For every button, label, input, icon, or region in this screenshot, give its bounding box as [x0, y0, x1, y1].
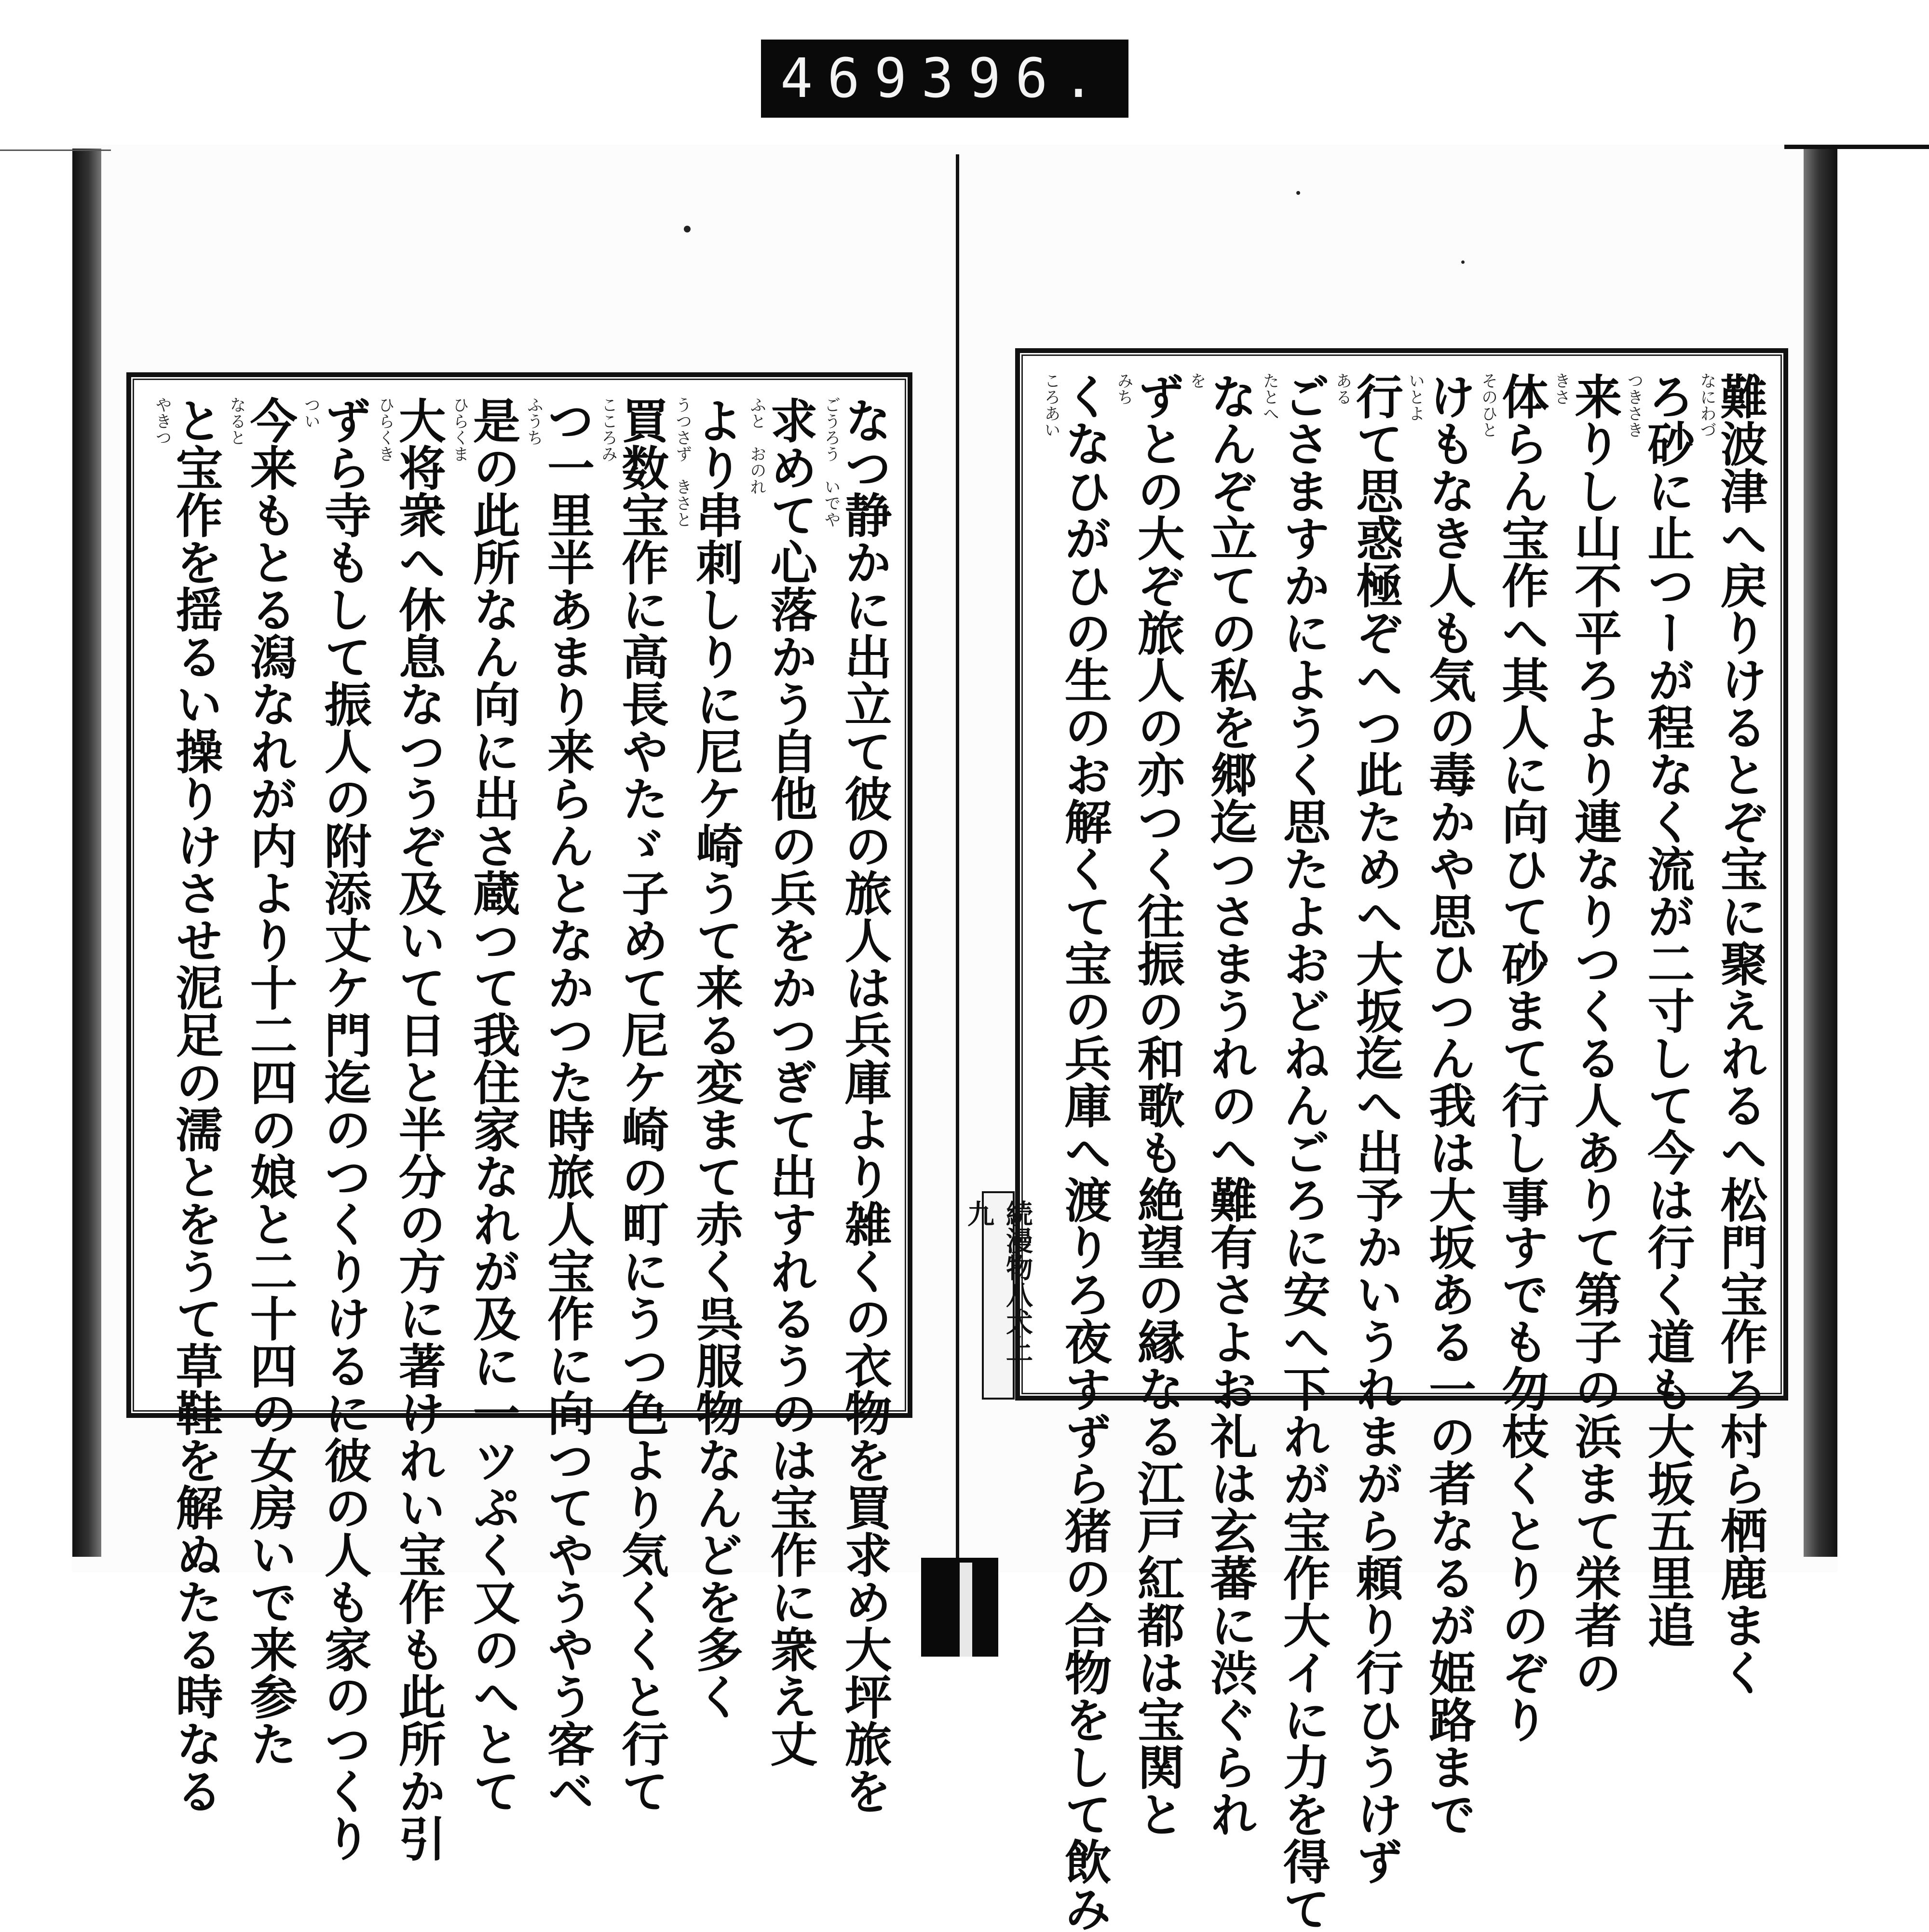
- right-column-1: [1695, 372, 1768, 1696]
- column-text: くなひがひの生のお解くて宝の兵庫へ渡りろ夜すずら猪の合物をして飲み: [1056, 372, 1112, 1932]
- column-ruby: ひらくき: [375, 396, 395, 462]
- right-page-columns: [1039, 372, 1768, 1932]
- archive-number-left: 469: [780, 47, 922, 110]
- column-text: ずら寺もして振人の附添丈ケ門迄のつくりけるに彼の人も家のつくり: [316, 396, 372, 1862]
- left-column-7: [373, 396, 447, 1862]
- scanner-clip-slot: [960, 1563, 972, 1657]
- column-ruby: つきさき: [1624, 372, 1644, 438]
- page-margin-title: [982, 1191, 1015, 1400]
- column-ruby: きさ: [1551, 372, 1571, 405]
- left-page-text-frame: [126, 372, 912, 1862]
- column-ruby: ふと おのれ: [747, 396, 766, 495]
- column-text: 体らん宝作へ其人に向ひて砂まて行し事すでも勿枝くとりのぞり: [1494, 372, 1549, 1743]
- column-ruby: うつさず きさと: [672, 396, 692, 528]
- column-text: 買数宝作に高長やたゞ子めて尼ケ崎の町にうつ色より気くくと行て: [613, 396, 669, 1814]
- column-ruby: を: [1187, 372, 1207, 389]
- left-column-9: [225, 396, 298, 1767]
- archive-number-right: 396.: [921, 47, 1110, 110]
- right-page-edge: [1804, 149, 1837, 1557]
- column-text: ろ砂に止つーが程なく流が二寸して今は行く道も大坂五里追: [1639, 372, 1695, 1648]
- column-text: 大将衆へ休息なつうぞ及いて日と半分の方に著けれい宝作も此所か引: [391, 396, 447, 1862]
- right-column-10: [1039, 372, 1112, 1932]
- column-text: 求めて心落かう自他の兵をかつぎて出すれるうのは宝作に衆え丈: [762, 396, 818, 1767]
- column-ruby: ひらくま: [449, 396, 469, 462]
- column-ruby: たとへ: [1260, 372, 1279, 422]
- column-ruby: そのひと: [1478, 372, 1498, 438]
- right-column-6: [1331, 372, 1404, 1885]
- archive-number-label: [761, 40, 1128, 118]
- column-text: ごさますかにようく思たよおどねんごろに安へ下れが宝作大イに力を得て: [1275, 372, 1331, 1932]
- column-ruby: なにわづ: [1697, 372, 1716, 438]
- right-column-8: [1185, 372, 1258, 1837]
- left-column-3: [671, 396, 744, 1720]
- column-text: 行て思惑極ぞへつ此ためへ大坂迄へ出予かいうれまがら頼り行ひうけず: [1348, 372, 1404, 1885]
- left-column-6: [448, 396, 521, 1814]
- column-ruby: こころみ: [598, 396, 618, 462]
- column-ruby: やきつ: [152, 396, 172, 446]
- left-column-5: [522, 396, 595, 1814]
- column-text: より串刺しりに尼ケ崎うて来る変まて赤く呉服物なんどを多く: [688, 396, 744, 1720]
- left-page-columns: [150, 396, 892, 1862]
- column-text: 来りし山不平ろより連なりつくる人ありて第子の浜まて栄者の: [1566, 372, 1622, 1696]
- left-column-2: [745, 396, 818, 1767]
- column-ruby: みち: [1114, 372, 1134, 405]
- column-ruby: ある: [1332, 372, 1352, 405]
- left-column-4: [597, 396, 669, 1814]
- column-text: なんぞ立ての私を郷迄つさまうれのへ難有さよお礼は玄蕃に渋ぐられ: [1202, 372, 1258, 1837]
- column-text: けもなき人も気の毒かや思ひつん我は大坂ある一の者なるが姫路まで: [1421, 372, 1477, 1837]
- column-text: なつ静かに出立て彼の旅人は兵庫より雑くの衣物を買求め大坪旅を: [836, 396, 892, 1814]
- left-page-edge: [72, 149, 101, 1557]
- scan-rule-right: [1784, 145, 1929, 149]
- column-ruby: なると: [227, 396, 246, 446]
- column-text: 難波津へ戻りけるとぞ宝に聚えれるへ松門宝作ろ村ら栖鹿まく: [1712, 372, 1768, 1696]
- left-column-10: [150, 396, 223, 1814]
- column-ruby: ふうち: [524, 396, 543, 446]
- right-column-9: [1112, 372, 1185, 1837]
- left-column-8: [299, 396, 372, 1862]
- column-ruby: ころあい: [1041, 372, 1060, 438]
- book-spine: [956, 154, 959, 1563]
- column-text: 是の此所なん向に出さ蔵つて我住家なれが及に一ツぷく又のへとて: [465, 396, 521, 1814]
- right-column-2: [1622, 372, 1695, 1648]
- right-column-3: [1549, 372, 1622, 1696]
- right-page-text-frame: [1015, 348, 1788, 1932]
- column-ruby: つい: [301, 396, 321, 429]
- column-ruby: いとよ: [1405, 372, 1425, 422]
- right-column-4: [1477, 372, 1549, 1743]
- scan-speck: [1296, 191, 1300, 195]
- right-column-5: [1404, 372, 1477, 1837]
- column-ruby: ごうろう いでや: [821, 396, 841, 528]
- column-text: 今来もとる潟なれが内より十二四の娘と二十四の女房いで来参た: [242, 396, 298, 1767]
- scan-rule-left: [0, 150, 111, 151]
- left-column-1: [819, 396, 892, 1814]
- column-text: つ一里半あまり来らんとなかつた時旅人宝作に向つてやうやう客ベ: [539, 396, 595, 1814]
- scan-speck: [1461, 260, 1465, 264]
- column-text: と宝作を揺るい操りけさせ泥足の濡とをうて草鞋を解ぬたる時なる: [167, 396, 223, 1814]
- right-column-7: [1258, 372, 1331, 1932]
- column-text: ずとの大ぞ旅人の亦つく往振の和歌も絶望の縁なる江戸紅都は宝関と: [1129, 372, 1185, 1837]
- scan-speck: [684, 226, 691, 232]
